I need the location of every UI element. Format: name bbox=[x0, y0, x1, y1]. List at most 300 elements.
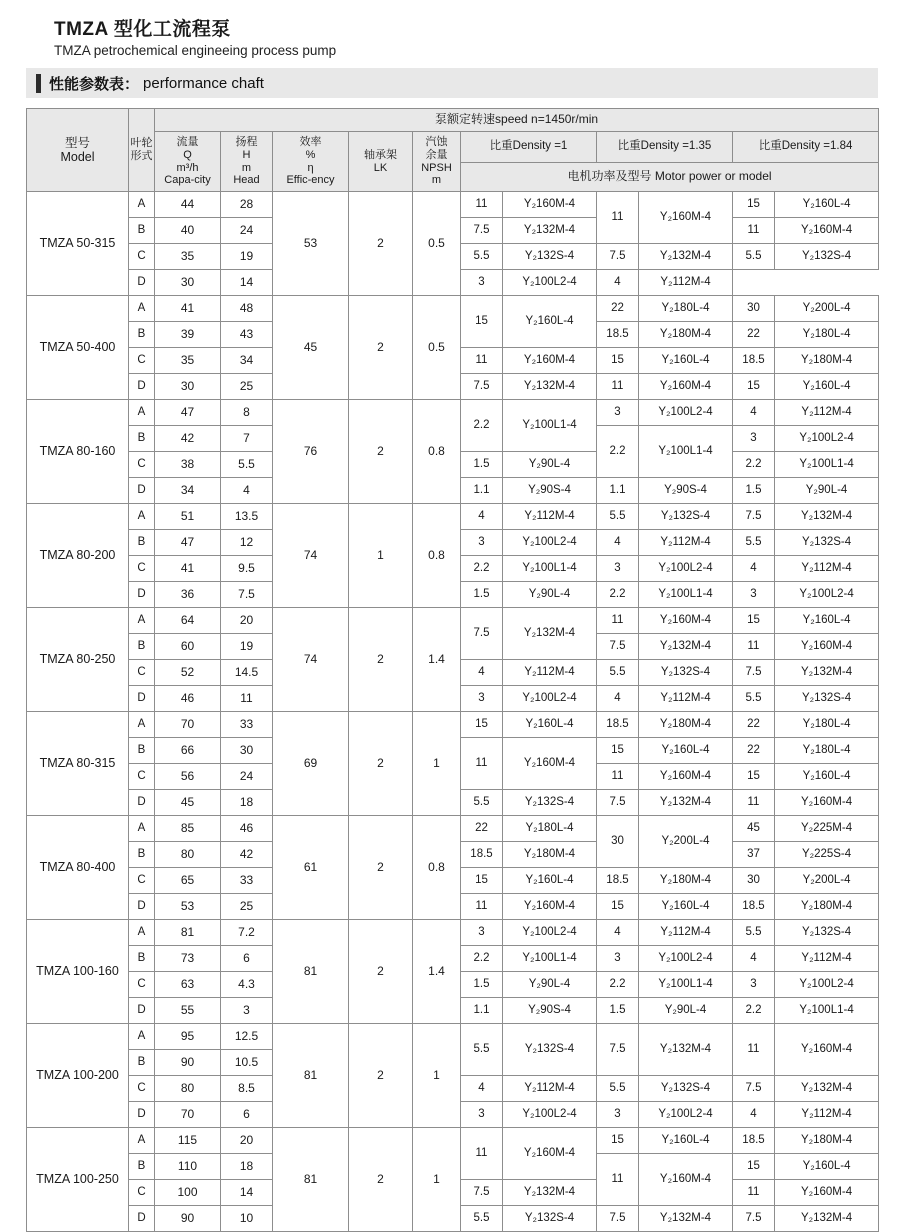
cell-motor-model: Y₂100L2-4 bbox=[503, 920, 597, 946]
cell-model: TMZA 100-200 bbox=[27, 1024, 129, 1128]
cell-stage: C bbox=[129, 1076, 155, 1102]
cell-efficiency: 61 bbox=[273, 816, 349, 920]
cell-head: 3 bbox=[221, 998, 273, 1024]
table-row bbox=[27, 504, 879, 530]
cell-motor-model: Y₂160L-4 bbox=[775, 608, 879, 634]
cell-motor-kw: 5.5 bbox=[461, 1024, 503, 1076]
cell-motor-model: Y₂100L2-4 bbox=[639, 400, 733, 426]
cell-stage: C bbox=[129, 452, 155, 478]
cell-motor-model: Y₂132M-4 bbox=[775, 504, 879, 530]
cell-motor-model: Y₂90S-4 bbox=[639, 478, 733, 504]
cell-flow: 30 bbox=[155, 374, 221, 400]
cell-efficiency: 53 bbox=[273, 192, 349, 296]
cell-motor-model: Y₂180L-4 bbox=[639, 296, 733, 322]
header-flow bbox=[155, 132, 221, 192]
cell-motor-model: Y₂160L-4 bbox=[503, 712, 597, 738]
header-stage-zh: 叶轮 bbox=[130, 137, 153, 150]
cell-motor-kw: 22 bbox=[461, 816, 503, 842]
cell-motor-kw: 1.5 bbox=[461, 582, 503, 608]
cell-motor-model: Y₂132S-4 bbox=[503, 244, 597, 270]
cell-motor-model: Y₂160M-4 bbox=[639, 192, 733, 244]
cell-motor-kw: 11 bbox=[597, 1154, 639, 1206]
cell-stage: C bbox=[129, 660, 155, 686]
cell-head: 9.5 bbox=[221, 556, 273, 582]
header-npsh-zh2: 余量 bbox=[425, 148, 448, 161]
cell-motor-kw: 7.5 bbox=[461, 608, 503, 660]
cell-motor-kw: 4 bbox=[733, 400, 775, 426]
cell-motor-kw: 5.5 bbox=[461, 244, 503, 270]
table-row bbox=[27, 816, 879, 842]
header-density-135: 比重Density =1.35 bbox=[597, 132, 733, 163]
cell-flow: 63 bbox=[155, 972, 221, 998]
cell-flow: 80 bbox=[155, 842, 221, 868]
cell-flow: 95 bbox=[155, 1024, 221, 1050]
header-motor: 电机功率及型号 Motor power or model bbox=[461, 163, 879, 192]
cell-motor-kw: 5.5 bbox=[733, 244, 775, 270]
cell-motor-kw: 4 bbox=[597, 686, 639, 712]
header-eff-zh: 效率 bbox=[299, 136, 322, 149]
header-eff-sym: η bbox=[307, 161, 314, 174]
cell-stage: B bbox=[129, 842, 155, 868]
cell-motor-model: Y₂100L1-4 bbox=[639, 426, 733, 478]
cell-bracket: 2 bbox=[349, 192, 413, 296]
cell-motor-kw: 11 bbox=[733, 1024, 775, 1076]
cell-motor-kw: 18.5 bbox=[597, 868, 639, 894]
cell-head: 8.5 bbox=[221, 1076, 273, 1102]
cell-flow: 44 bbox=[155, 192, 221, 218]
cell-flow: 65 bbox=[155, 868, 221, 894]
cell-motor-model: Y₂160L-4 bbox=[775, 374, 879, 400]
header-eff-en: Effic-ency bbox=[286, 174, 335, 187]
cell-motor-kw: 18.5 bbox=[597, 712, 639, 738]
cell-stage: B bbox=[129, 946, 155, 972]
cell-stage: C bbox=[129, 868, 155, 894]
cell-head: 8 bbox=[221, 400, 273, 426]
cell-stage: A bbox=[129, 400, 155, 426]
header-flow-zh: 流量 bbox=[176, 136, 199, 149]
cell-motor-kw: 4 bbox=[461, 504, 503, 530]
cell-head: 5.5 bbox=[221, 452, 273, 478]
cell-head: 7.2 bbox=[221, 920, 273, 946]
cell-flow: 47 bbox=[155, 400, 221, 426]
cell-motor-model: Y₂225M-4 bbox=[775, 816, 879, 842]
cell-motor-kw: 7.5 bbox=[597, 1024, 639, 1076]
cell-motor-kw: 30 bbox=[597, 816, 639, 868]
cell-motor-kw: 11 bbox=[461, 1128, 503, 1180]
cell-flow: 35 bbox=[155, 244, 221, 270]
cell-stage: A bbox=[129, 712, 155, 738]
header-density-1: 比重Density =1 bbox=[461, 132, 597, 163]
cell-flow: 34 bbox=[155, 478, 221, 504]
cell-stage: A bbox=[129, 192, 155, 218]
cell-motor-model: Y₂112M-4 bbox=[639, 530, 733, 556]
cell-motor-model: Y₂90L-4 bbox=[503, 972, 597, 998]
cell-motor-kw: 15 bbox=[461, 296, 503, 348]
cell-motor-model: Y₂132M-4 bbox=[639, 1206, 733, 1232]
cell-stage: A bbox=[129, 296, 155, 322]
cell-stage: C bbox=[129, 244, 155, 270]
cell-motor-model: Y₂100L2-4 bbox=[775, 582, 879, 608]
cell-motor-model: Y₂132M-4 bbox=[639, 790, 733, 816]
cell-motor-model: Y₂132S-4 bbox=[639, 660, 733, 686]
cell-model: TMZA 50-315 bbox=[27, 192, 129, 296]
cell-flow: 70 bbox=[155, 712, 221, 738]
cell-motor-model: Y₂90L-4 bbox=[503, 452, 597, 478]
cell-npsh: 0.5 bbox=[413, 296, 461, 400]
cell-motor-model: Y₂180M-4 bbox=[503, 842, 597, 868]
cell-head: 20 bbox=[221, 608, 273, 634]
table-row bbox=[27, 608, 879, 634]
cell-efficiency: 69 bbox=[273, 712, 349, 816]
cell-motor-kw: 4 bbox=[733, 556, 775, 582]
cell-flow: 90 bbox=[155, 1206, 221, 1232]
cell-motor-model: Y₂100L1-4 bbox=[639, 582, 733, 608]
cell-head: 24 bbox=[221, 764, 273, 790]
cell-motor-model: Y₂90L-4 bbox=[639, 998, 733, 1024]
cell-head: 10.5 bbox=[221, 1050, 273, 1076]
cell-bracket: 2 bbox=[349, 400, 413, 504]
cell-head: 7.5 bbox=[221, 582, 273, 608]
cell-motor-model: Y₂100L2-4 bbox=[503, 686, 597, 712]
cell-motor-kw: 2.2 bbox=[461, 556, 503, 582]
cell-bracket: 2 bbox=[349, 816, 413, 920]
cell-model: TMZA 80-400 bbox=[27, 816, 129, 920]
cell-motor-kw: 15 bbox=[733, 192, 775, 218]
cell-motor-kw: 22 bbox=[597, 296, 639, 322]
cell-motor-kw: 15 bbox=[597, 1128, 639, 1154]
cell-stage: A bbox=[129, 920, 155, 946]
cell-motor-kw: 7.5 bbox=[733, 1206, 775, 1232]
cell-model: TMZA 100-160 bbox=[27, 920, 129, 1024]
cell-model: TMZA 80-315 bbox=[27, 712, 129, 816]
cell-motor-model: Y₂160M-4 bbox=[775, 1180, 879, 1206]
cell-motor-kw: 2.2 bbox=[597, 972, 639, 998]
cell-motor-kw: 1.5 bbox=[461, 452, 503, 478]
cell-motor-kw: 18.5 bbox=[733, 348, 775, 374]
cell-efficiency: 74 bbox=[273, 608, 349, 712]
cell-head: 34 bbox=[221, 348, 273, 374]
table-row bbox=[27, 296, 879, 322]
cell-npsh: 0.8 bbox=[413, 400, 461, 504]
table-row bbox=[27, 1128, 879, 1154]
cell-motor-kw: 3 bbox=[597, 556, 639, 582]
cell-stage: D bbox=[129, 998, 155, 1024]
cell-flow: 115 bbox=[155, 1128, 221, 1154]
cell-motor-kw: 11 bbox=[461, 348, 503, 374]
cell-motor-kw: 11 bbox=[733, 790, 775, 816]
cell-npsh: 1.4 bbox=[413, 608, 461, 712]
cell-motor-kw: 3 bbox=[461, 530, 503, 556]
cell-model: TMZA 50-400 bbox=[27, 296, 129, 400]
header-bracket-zh: 轴承架 bbox=[364, 148, 397, 161]
cell-model: TMZA 80-200 bbox=[27, 504, 129, 608]
header-flow-unit: m³/h bbox=[176, 161, 199, 174]
cell-motor-model: Y₂112M-4 bbox=[503, 1076, 597, 1102]
cell-motor-model: Y₂160L-4 bbox=[775, 192, 879, 218]
header-flow-en: Capa-city bbox=[164, 174, 211, 187]
cell-flow: 66 bbox=[155, 738, 221, 764]
cell-motor-model: Y₂132S-4 bbox=[775, 530, 879, 556]
cell-head: 46 bbox=[221, 816, 273, 842]
cell-motor-kw: 7.5 bbox=[597, 244, 639, 270]
cell-bracket: 1 bbox=[349, 504, 413, 608]
header-npsh-unit: m bbox=[431, 174, 442, 187]
cell-stage: C bbox=[129, 1180, 155, 1206]
header-bracket bbox=[349, 132, 413, 192]
cell-motor-kw: 4 bbox=[733, 946, 775, 972]
header-efficiency bbox=[273, 132, 349, 192]
cell-motor-kw: 1.5 bbox=[733, 478, 775, 504]
cell-motor-model: Y₂160M-4 bbox=[639, 764, 733, 790]
cell-motor-model: Y₂160L-4 bbox=[775, 764, 879, 790]
cell-motor-kw: 11 bbox=[461, 738, 503, 790]
cell-head: 13.5 bbox=[221, 504, 273, 530]
section-header bbox=[26, 68, 878, 98]
cell-motor-kw: 7.5 bbox=[461, 1180, 503, 1206]
cell-motor-model: Y₂112M-4 bbox=[639, 920, 733, 946]
cell-stage: B bbox=[129, 530, 155, 556]
cell-head: 25 bbox=[221, 894, 273, 920]
header-head-unit: m bbox=[241, 161, 252, 174]
cell-stage: A bbox=[129, 608, 155, 634]
cell-motor-model: Y₂160L-4 bbox=[639, 738, 733, 764]
cell-motor-model: Y₂90S-4 bbox=[503, 478, 597, 504]
cell-motor-kw: 7.5 bbox=[733, 504, 775, 530]
cell-head: 12.5 bbox=[221, 1024, 273, 1050]
cell-head: 20 bbox=[221, 1128, 273, 1154]
cell-efficiency: 45 bbox=[273, 296, 349, 400]
cell-stage: D bbox=[129, 582, 155, 608]
cell-motor-kw: 11 bbox=[733, 218, 775, 244]
cell-model: TMZA 80-250 bbox=[27, 608, 129, 712]
cell-motor-model: Y₂132M-4 bbox=[503, 374, 597, 400]
cell-motor-model: Y₂132S-4 bbox=[503, 1024, 597, 1076]
cell-motor-kw: 1.1 bbox=[597, 478, 639, 504]
cell-flow: 90 bbox=[155, 1050, 221, 1076]
cell-motor-model: Y₂160M-4 bbox=[503, 192, 597, 218]
cell-stage: D bbox=[129, 894, 155, 920]
cell-stage: B bbox=[129, 322, 155, 348]
header-npsh-zh1: 汽蚀 bbox=[425, 136, 448, 149]
cell-head: 24 bbox=[221, 218, 273, 244]
cell-head: 7 bbox=[221, 426, 273, 452]
cell-motor-kw: 30 bbox=[733, 296, 775, 322]
cell-motor-kw: 7.5 bbox=[733, 1076, 775, 1102]
header-head bbox=[221, 132, 273, 192]
cell-motor-model: Y₂100L2-4 bbox=[503, 270, 597, 296]
cell-motor-model: Y₂112M-4 bbox=[775, 556, 879, 582]
header-head-zh: 扬程 bbox=[235, 136, 258, 149]
cell-motor-kw: 5.5 bbox=[733, 920, 775, 946]
cell-motor-kw: 5.5 bbox=[461, 790, 503, 816]
cell-motor-model: Y₂180M-4 bbox=[639, 322, 733, 348]
section-accent-bar bbox=[36, 74, 41, 93]
cell-efficiency: 81 bbox=[273, 920, 349, 1024]
table-head bbox=[27, 109, 879, 192]
section-title-zh: 性能参数表： bbox=[49, 75, 140, 93]
cell-motor-model: Y₂100L2-4 bbox=[775, 426, 879, 452]
cell-stage: B bbox=[129, 218, 155, 244]
cell-head: 33 bbox=[221, 868, 273, 894]
cell-stage: B bbox=[129, 738, 155, 764]
cell-head: 42 bbox=[221, 842, 273, 868]
cell-motor-model: Y₂100L1-4 bbox=[503, 400, 597, 452]
cell-npsh: 1 bbox=[413, 1128, 461, 1232]
cell-motor-kw: 11 bbox=[733, 1180, 775, 1206]
cell-motor-model: Y₂180L-4 bbox=[775, 712, 879, 738]
cell-motor-kw: 5.5 bbox=[461, 1206, 503, 1232]
cell-motor-kw: 3 bbox=[733, 426, 775, 452]
cell-motor-kw: 3 bbox=[733, 582, 775, 608]
cell-motor-model: Y₂225S-4 bbox=[775, 842, 879, 868]
cell-motor-kw: 1.1 bbox=[461, 998, 503, 1024]
cell-motor-model: Y₂132M-4 bbox=[775, 660, 879, 686]
header-bracket-en: LK bbox=[373, 161, 388, 174]
cell-flow: 100 bbox=[155, 1180, 221, 1206]
cell-bracket: 2 bbox=[349, 712, 413, 816]
table-body bbox=[27, 192, 879, 1232]
cell-motor-model: Y₂132M-4 bbox=[775, 1076, 879, 1102]
cell-motor-model: Y₂160M-4 bbox=[775, 790, 879, 816]
cell-motor-model: Y₂100L1-4 bbox=[775, 452, 879, 478]
cell-motor-model: Y₂100L2-4 bbox=[775, 972, 879, 998]
cell-motor-kw: 3 bbox=[597, 946, 639, 972]
cell-motor-kw: 5.5 bbox=[733, 530, 775, 556]
cell-motor-kw: 3 bbox=[461, 686, 503, 712]
cell-motor-model: Y₂200L-4 bbox=[639, 816, 733, 868]
cell-flow: 30 bbox=[155, 270, 221, 296]
table-row bbox=[27, 1024, 879, 1050]
cell-model: TMZA 100-250 bbox=[27, 1128, 129, 1232]
header-model-zh: 型号 bbox=[64, 135, 90, 150]
cell-motor-kw: 4 bbox=[461, 660, 503, 686]
cell-motor-model: Y₂132S-4 bbox=[775, 244, 879, 270]
cell-motor-kw: 37 bbox=[733, 842, 775, 868]
cell-flow: 39 bbox=[155, 322, 221, 348]
cell-motor-kw: 15 bbox=[597, 348, 639, 374]
cell-motor-model: Y₂112M-4 bbox=[775, 1102, 879, 1128]
cell-head: 48 bbox=[221, 296, 273, 322]
cell-motor-model: Y₂160M-4 bbox=[775, 218, 879, 244]
cell-motor-kw: 7.5 bbox=[597, 790, 639, 816]
cell-motor-kw: 11 bbox=[733, 634, 775, 660]
cell-bracket: 2 bbox=[349, 1128, 413, 1232]
cell-efficiency: 81 bbox=[273, 1024, 349, 1128]
cell-flow: 46 bbox=[155, 686, 221, 712]
cell-motor-model: Y₂160L-4 bbox=[775, 1154, 879, 1180]
cell-head: 43 bbox=[221, 322, 273, 348]
cell-motor-kw: 4 bbox=[597, 270, 639, 296]
cell-npsh: 1.4 bbox=[413, 920, 461, 1024]
cell-motor-kw: 3 bbox=[597, 1102, 639, 1128]
cell-motor-kw: 11 bbox=[461, 192, 503, 218]
header-head-sym: H bbox=[242, 148, 251, 161]
cell-motor-kw: 5.5 bbox=[733, 686, 775, 712]
cell-motor-kw: 4 bbox=[597, 530, 639, 556]
header-flow-sym: Q bbox=[183, 148, 192, 161]
cell-motor-kw: 2.2 bbox=[461, 946, 503, 972]
cell-motor-model: Y₂100L1-4 bbox=[503, 946, 597, 972]
cell-head: 4 bbox=[221, 478, 273, 504]
cell-motor-model: Y₂132M-4 bbox=[503, 608, 597, 660]
cell-motor-kw: 18.5 bbox=[597, 322, 639, 348]
cell-motor-kw: 22 bbox=[733, 322, 775, 348]
cell-motor-kw: 11 bbox=[597, 608, 639, 634]
cell-motor-model: Y₂132S-4 bbox=[775, 920, 879, 946]
cell-efficiency: 81 bbox=[273, 1128, 349, 1232]
cell-motor-kw: 15 bbox=[597, 738, 639, 764]
cell-motor-kw: 1.1 bbox=[461, 478, 503, 504]
cell-motor-model: Y₂100L2-4 bbox=[639, 946, 733, 972]
cell-motor-kw: 2.2 bbox=[597, 426, 639, 478]
header-npsh bbox=[413, 132, 461, 192]
cell-motor-model: Y₂160L-4 bbox=[639, 894, 733, 920]
cell-motor-model: Y₂100L2-4 bbox=[503, 1102, 597, 1128]
cell-motor-model: Y₂160L-4 bbox=[503, 868, 597, 894]
cell-stage: D bbox=[129, 1102, 155, 1128]
cell-motor-model: Y₂160L-4 bbox=[503, 296, 597, 348]
cell-motor-kw: 7.5 bbox=[733, 660, 775, 686]
cell-head: 4.3 bbox=[221, 972, 273, 998]
cell-stage: A bbox=[129, 1128, 155, 1154]
header-model-en: Model bbox=[60, 150, 95, 164]
cell-motor-model: Y₂160M-4 bbox=[503, 1128, 597, 1180]
cell-motor-kw: 30 bbox=[733, 868, 775, 894]
cell-stage: D bbox=[129, 270, 155, 296]
cell-motor-kw: 22 bbox=[733, 712, 775, 738]
cell-flow: 85 bbox=[155, 816, 221, 842]
cell-motor-model: Y₂160M-4 bbox=[503, 738, 597, 790]
cell-motor-model: Y₂160M-4 bbox=[639, 374, 733, 400]
cell-bracket: 2 bbox=[349, 296, 413, 400]
cell-motor-kw: 5.5 bbox=[597, 660, 639, 686]
cell-motor-model: Y₂180L-4 bbox=[775, 738, 879, 764]
cell-motor-kw: 3 bbox=[733, 972, 775, 998]
cell-head: 30 bbox=[221, 738, 273, 764]
cell-motor-kw: 5.5 bbox=[597, 504, 639, 530]
cell-motor-kw: 45 bbox=[733, 816, 775, 842]
cell-flow: 51 bbox=[155, 504, 221, 530]
cell-flow: 70 bbox=[155, 1102, 221, 1128]
cell-motor-model: Y₂112M-4 bbox=[775, 400, 879, 426]
header-density-184: 比重Density =1.84 bbox=[733, 132, 879, 163]
cell-npsh: 1 bbox=[413, 1024, 461, 1128]
cell-flow: 53 bbox=[155, 894, 221, 920]
cell-motor-model: Y₂112M-4 bbox=[503, 660, 597, 686]
cell-npsh: 0.8 bbox=[413, 504, 461, 608]
cell-head: 18 bbox=[221, 1154, 273, 1180]
cell-motor-kw: 1.5 bbox=[597, 998, 639, 1024]
cell-motor-model: Y₂160M-4 bbox=[639, 1154, 733, 1206]
cell-motor-model: Y₂132S-4 bbox=[503, 1206, 597, 1232]
cell-motor-model: Y₂132M-4 bbox=[639, 634, 733, 660]
cell-motor-kw: 5.5 bbox=[597, 1076, 639, 1102]
cell-motor-kw: 18.5 bbox=[733, 894, 775, 920]
page-title-zh: TMZA 型化工流程泵 bbox=[54, 19, 231, 40]
cell-stage: C bbox=[129, 348, 155, 374]
cell-motor-kw: 1.5 bbox=[461, 972, 503, 998]
cell-npsh: 0.8 bbox=[413, 816, 461, 920]
table-row bbox=[27, 712, 879, 738]
header-stage-zh2: 形式 bbox=[130, 150, 153, 162]
cell-motor-model: Y₂100L1-4 bbox=[775, 998, 879, 1024]
cell-flow: 36 bbox=[155, 582, 221, 608]
cell-stage: B bbox=[129, 634, 155, 660]
cell-flow: 55 bbox=[155, 998, 221, 1024]
cell-motor-kw: 15 bbox=[733, 374, 775, 400]
cell-flow: 35 bbox=[155, 348, 221, 374]
cell-motor-kw: 11 bbox=[597, 764, 639, 790]
